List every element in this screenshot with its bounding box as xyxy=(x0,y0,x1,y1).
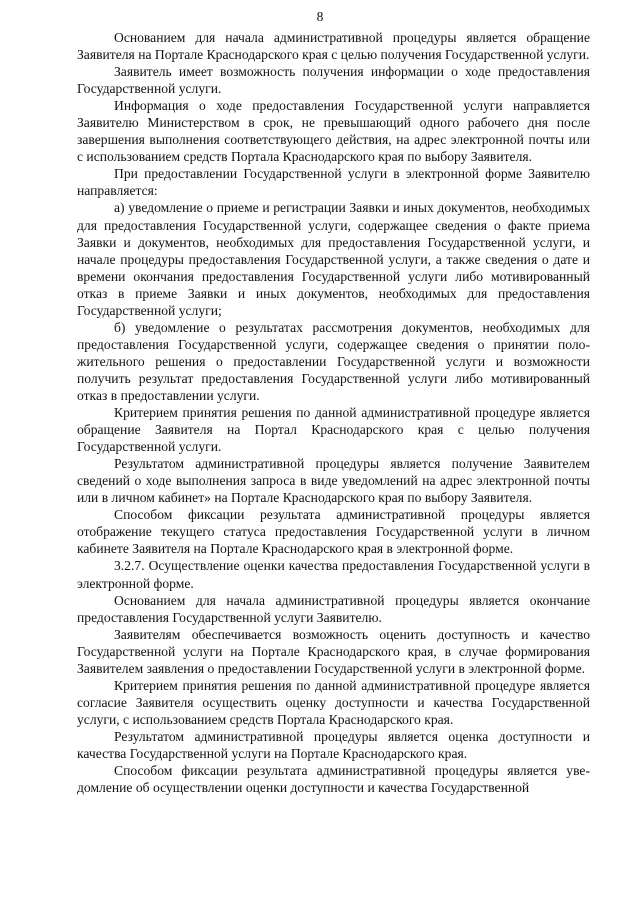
paragraph-procedure-result: Результатом административной процедуры является получение Заявителем сведений о ходе выполнения запроса в виде уведомлений на адрес электронной почты или в личном кабинет» на Портале Краснодарского края по выбору Заявителя. xyxy=(77,456,590,506)
paragraph-progress-info-right: Заявитель имеет возможность получения информации о ходе предоставления Государственной услуги. xyxy=(77,64,590,97)
paragraph-notification-a: а) уведомление о приеме и регистрации Заявки и иных документов, необходимых для предоставления Государственной услуги, содержащее сведения о факте приема Заявки и документов, необходимых для предоставления Государственной услуги, и начале процедуры предоставления Государственной услуги, а также сведения о дате и времени окончания предоставления Государственной услуги либо мотивированный отказ в приеме Заявки и иных документов, необходимых для предоставления Государственной услуги; xyxy=(77,200,590,318)
paragraph-quality-recording: Способом фиксации результата административной процедуры является уведомление об осуществлении оценки доступности и качества Государственной xyxy=(77,763,590,796)
paragraph-electronic-notifications-intro: При предоставлении Государственной услуги в электронной форме Заявителю направляется: xyxy=(77,166,590,199)
paragraph-application-basis: Основанием для начала административной процедуры является обращение Заявителя на Портале Краснодарского края с целью получения Государственной услуги. xyxy=(77,30,590,63)
page-number: 8 xyxy=(316,9,324,24)
paragraph-quality-assessment: Заявителям обеспечивается возможность оценить доступность и качество Государственной услуги на Портале Краснодарского края, в случае формирования Заявителем заявления о предоставлении Государственной услуги в электронной форме. xyxy=(77,626,590,676)
document-body xyxy=(77,29,590,796)
paragraph-progress-info-delivery: Информация о ходе предоставления Государственной услуги направляется Заявителю Министерством в срок, не превышающий одного рабочего дня после завершения выполнения соответствующего действия, на адрес электронной почты или с использованием средств Портала Краснодарского края по выбору Заявителя. xyxy=(77,98,590,165)
paragraph-quality-result: Результатом административной процедуры является оценка доступности и качества Государственной услуги на Портале Краснодарского края. xyxy=(77,728,590,761)
paragraph-notification-b: б) уведомление о результатах рассмотрения документов, необходимых для предоставления Государственной услуги, содержащее сведения о принятии положительного решения о предоставлении Государственной услуги и возможности получить результат предоставления Государственной услуги либо мотивированный отказ в предоставлении услуги. xyxy=(77,319,590,403)
paragraph-quality-criterion: Критерием принятия решения по данной административной процедуре является согласие Заявителя осуществить оценку доступности и качества Государственной услуги, с использованием средств Портала Краснодарского края. xyxy=(77,677,590,727)
paragraph-quality-basis: Основанием для начала административной процедуры является окончание предоставления Государственной услуги Заявителю. xyxy=(77,592,590,625)
paragraph-decision-criterion: Критерием принятия решения по данной административной процедуре является обращение Заявителя на Портал Краснодарского края с целью получения Государственной услуги. xyxy=(77,405,590,455)
paragraph-result-recording: Способом фиксации результата административной процедуры является отображение текущего статуса предоставления Государственной услуги в личном кабинете Заявителя на Портале Краснодарского края в электронной форме. xyxy=(77,507,590,557)
paragraph-section-3-2-7: 3.2.7. Осуществление оценки качества предоставления Государственной услуги в электронной форме. xyxy=(77,558,590,591)
